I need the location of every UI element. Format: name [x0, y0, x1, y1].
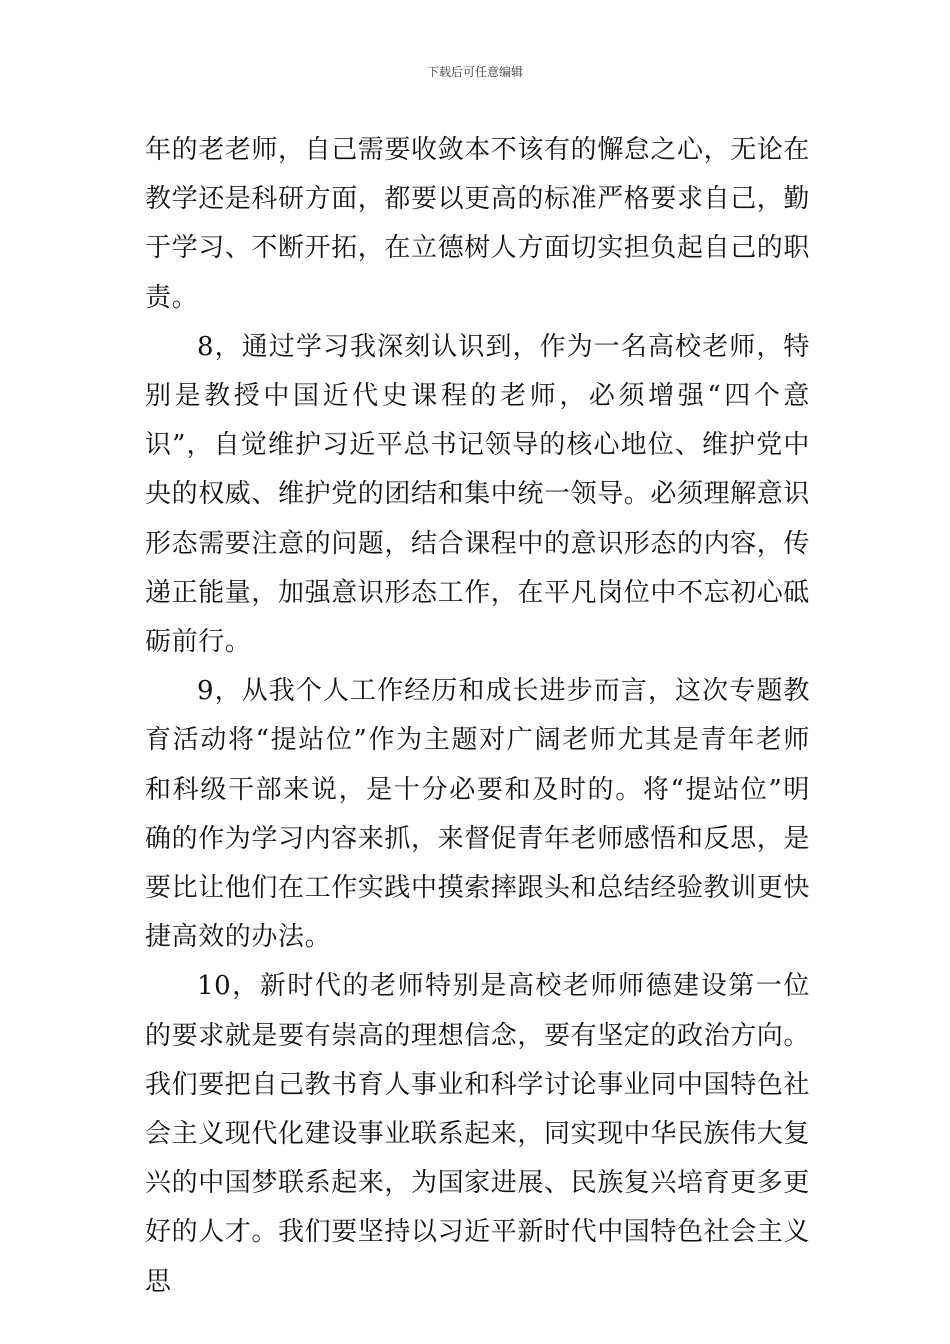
paragraph-8: 8，通过学习我深刻认识到，作为一名高校老师，特别是教授中国近代史课程的老师，必须增强“四个意识”，自觉维护习近平总书记领导的核心地位、维护党中央的权威、维护党的团结和集中统一领导。必须理解意识形态需要注意的问题，结合课程中的意识形态的内容，传递正能量，加强意识形态工作，在平凡岗位中不忘初心砥砺前行。	[145, 331, 811, 658]
page-header: 下载后可任意编辑	[426, 65, 523, 79]
paragraph-10: 10，新时代的老师特别是高校老师师德建设第一位的要求就是要有崇高的理想信念，要有坚定的政治方向。我们要把自己教书育人事业和科学讨论事业同中国特色社会主义现代化建设事业联系起来，同实现中华民族伟大复兴的中国梦联系起来，为国家进展、民族复兴培育更多更好的人才。我们要坚持以习近平新时代中国特色社会主义思	[145, 971, 811, 1297]
paragraph-9: 9，从我个人工作经历和成长进步而言，这次专题教育活动将“提站位”作为主题对广阔老师尤其是青年老师和科级干部来说，是十分必要和及时的。将“提站位”明确的作为学习内容来抓，来督促青年老师感悟和反思，是要比让他们在工作实践中摸索摔跟头和总结经验教训更快捷高效的办法。	[145, 676, 811, 953]
paragraph-continuation: 年的老老师，自己需要收敛本不该有的懈怠之心，无论在教学还是科研方面，都要以更高的标准严格要求自己，勤于学习、不断开拓，在立德树人方面切实担负起自己的职责。	[145, 135, 811, 313]
document-body	[145, 126, 810, 1307]
